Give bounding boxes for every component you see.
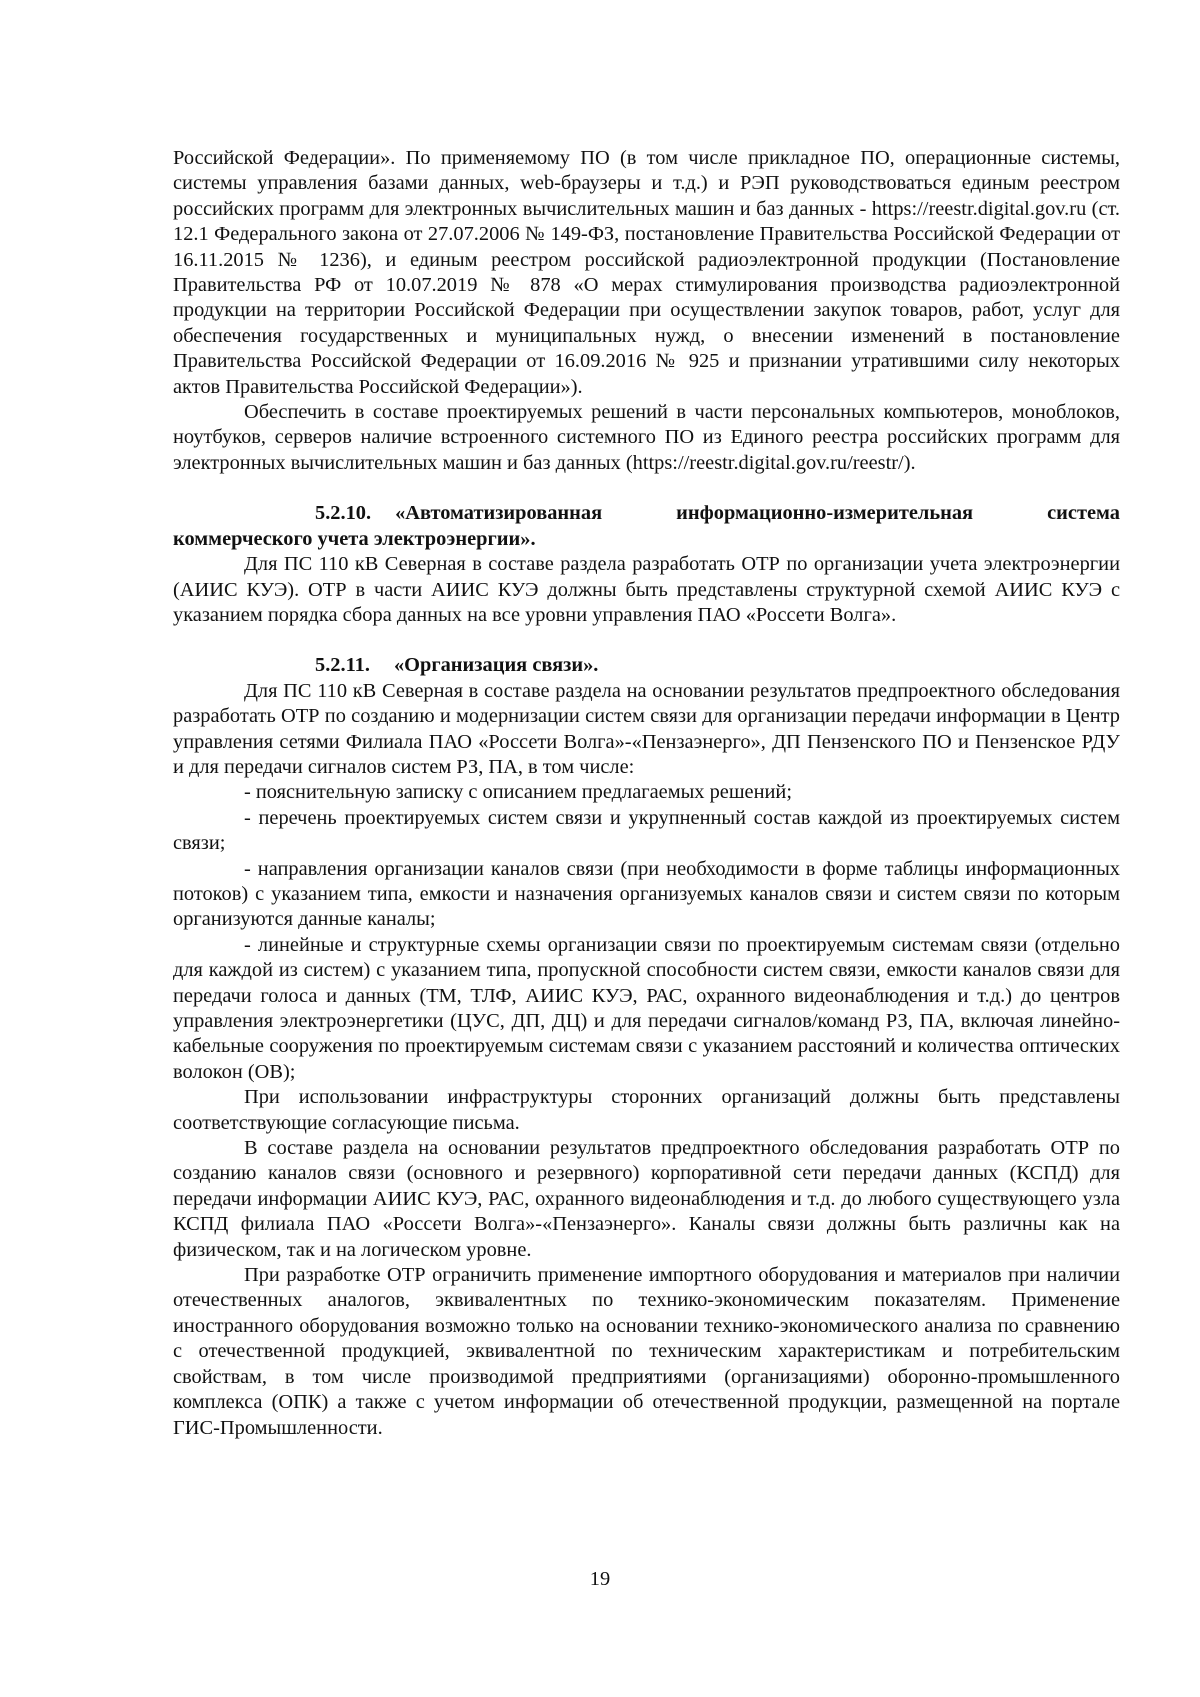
list-item: - направления организации каналов связи (при необходимости в форме таблицы информационных потоков) с указанием типа, емкости и назначения организуемых каналов связи и систем связи по которым организуются данные каналы; <box>173 857 1120 931</box>
section-number: 5.2.11. <box>315 654 370 677</box>
list-item: - пояснительную записку с описанием предлагаемых решений; <box>244 781 792 804</box>
list-item: - линейные и структурные схемы организации связи по проектируемым системам связи (отдельно для каждой из систем) с указанием типа, пропускной способности систем связи, емкости каналов связи для передачи голоса и данных (ТМ, ТЛФ, АИИС КУЭ, РАС, охранного видеонаблюдения и т.д.) до центров управления электроэнергетики (ЦУС, ДП, ДЦ) и для передачи сигналов/команд РЗ, ПА, включая линейно-кабельные сооружения по проектируемым системам связи с указанием расстояний и количества оптических волокон (ОВ); <box>173 933 1120 1083</box>
paragraph-builtin-software: Обеспечить в составе проектируемых решений в части персональных компьютеров, моноблоков, ноутбуков, серверов наличие встроенного системного ПО из Единого реестра российских программ для электронных вычислительных машин и баз данных (https://reestr.digital.gov.ru/reestr/). <box>173 401 1120 474</box>
list-item: - перечень проектируемых систем связи и укрупненный состав каждой из проектируемых систем связи; <box>173 806 1120 855</box>
section-title: «Автоматизированная информационно-измерительная система коммерческого учета электроэнергии». <box>173 502 1120 550</box>
paragraph-third-party: При использовании инфраструктуры сторонних организаций должны быть представлены соответствующие согласующие письма. <box>173 1086 1120 1134</box>
spacer <box>173 628 1120 653</box>
section-title: «Организация связи». <box>393 654 599 677</box>
paragraph-aiis-kue: Для ПС 110 кВ Северная в составе раздела разработать ОТР по организации учета электроэнергии (АИИС КУЭ). ОТР в части АИИС КУЭ должны быть представлены структурной схемой АИИС КУЭ с указанием порядка сбора данных на все уровни управления ПАО «Россети Волга». <box>173 553 1120 626</box>
section-number: 5.2.10. <box>315 502 372 525</box>
section-heading-5-2-10 <box>173 501 1120 552</box>
section-heading-5-2-11 <box>173 653 1120 678</box>
paragraph-import-restriction: При разработке ОТР ограничить применение импортного оборудования и материалов при наличии отечественных аналогов, эквивалентных по технико-экономическим показателям. Применение иностранного оборудования возможно только на основании технико-экономического анализа по сравнению с отечественной продукцией, эквивалентной по техническим характеристикам и потребительским свойствам, в том числе производимой предприятиями (организациями) оборонно-промышленного комплекса (ОПК) а также с учетом информации об отечественной продукции, размещенной на портале ГИС-Промышленности. <box>173 1264 1120 1439</box>
document-body <box>173 146 1120 1441</box>
paragraph-continuation: Российской Федерации». По применяемому ПО (в том числе прикладное ПО, операционные системы, системы управления базами данных, web-браузеры и т.д.) и РЭП руководствоваться единым реестром российских программ для электронных вычислительных машин и баз данных - https://reestr.digital.gov.ru (ст. 12.1 Федерального закона от 27.07.2006 № 149-ФЗ, постановление Правительства Российской Федерации от 16.11.2015 № 1236), и единым реестром российской радиоэлектронной продукции (Постановление Правительства РФ от 10.07.2019 № 878 «О мерах стимулирования производства радиоэлектронной продукции на территории Российской Федерации при осуществлении закупок товаров, работ, услуг для обеспечения государственных и муниципальных нужд, о внесении изменений в постановление Правительства Российской Федерации от 16.09.2016 № 925 и признании утратившими силу некоторых актов Правительства Российской Федерации»). <box>173 147 1120 398</box>
paragraph-communication-intro: Для ПС 110 кВ Северная в составе раздела на основании результатов предпроектного обследования разработать ОТР по созданию и модернизации систем связи для организации передачи информации в Центр управления сетями Филиала ПАО «Россети Волга»-«Пензаэнерго», ДП Пензенского ПО и Пензенское РДУ и для передачи сигналов систем РЗ, ПА, в том числе: <box>173 679 1120 778</box>
page-number: 19 <box>589 1568 611 1590</box>
paragraph-kspd: В составе раздела на основании результатов предпроектного обследования разработать ОТР по созданию каналов связи (основного и резервного) корпоративной сети передачи данных (КСПД) для передачи информации АИИС КУЭ, РАС, охранного видеонаблюдения и т.д. до любого существующего узла КСПД филиала ПАО «Россети Волга»-«Пензаэнерго». Каналы связи должны быть различны как на физическом, так и на логическом уровне. <box>173 1137 1120 1261</box>
spacer <box>173 476 1120 501</box>
